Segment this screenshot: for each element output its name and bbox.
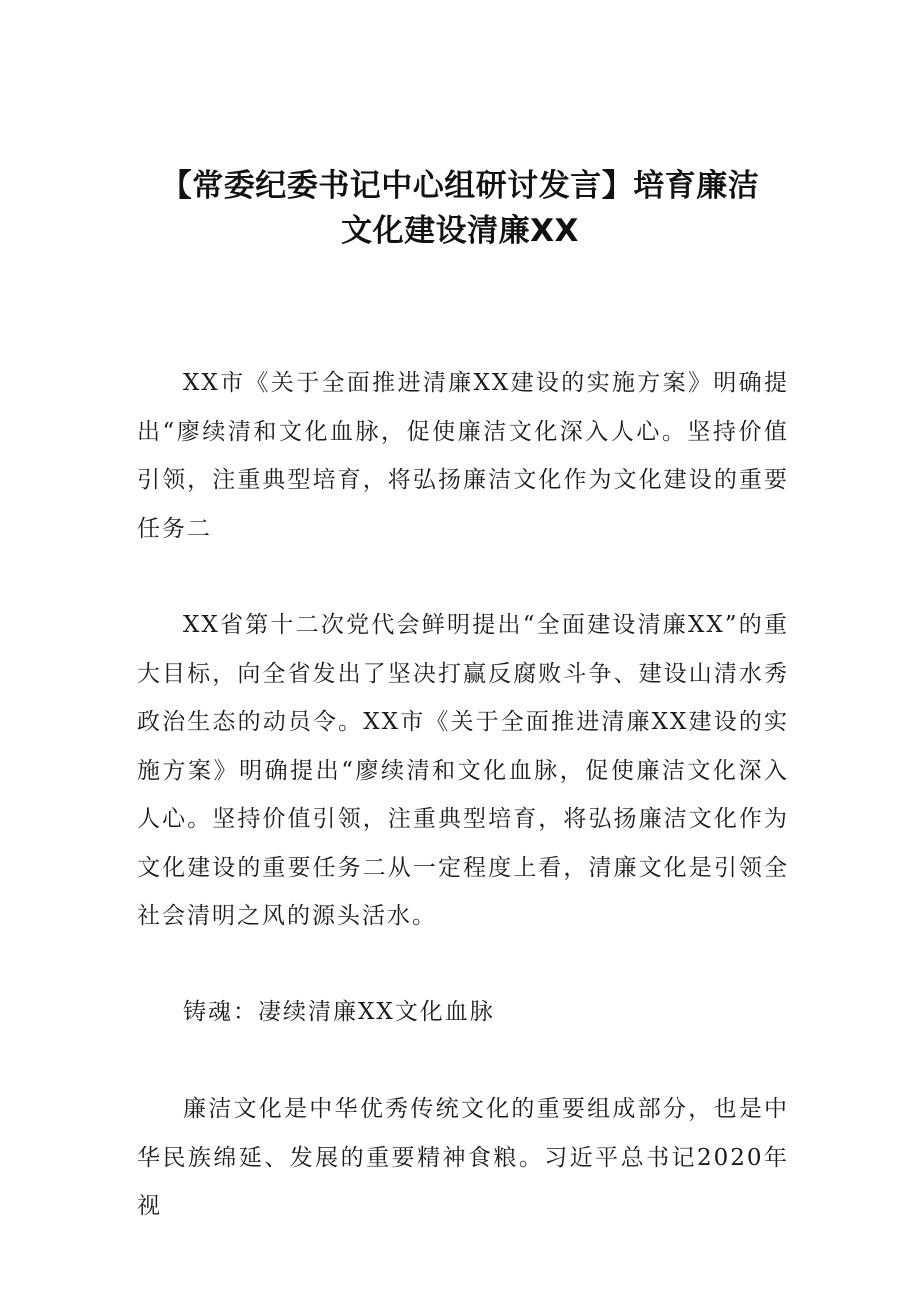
document-title-line-2: 文化建设清廉XX	[341, 213, 579, 249]
section-heading: 铸魂：凄续清廉XX文化血脉	[183, 999, 495, 1025]
paragraph-2: XX省第十二次党代会鲜明提出“全面建设清廉XX”的重大目标，向全省发出了坚决打赢反腐败斗争、建设山清水秀政治生态的动员令。XX市《关于全面推进清廉XX建设的实施方案》明确提出“廖续清和文化血脉，促使廉洁文化深入人心。坚持价值引领，注重典型培育，将弘扬廉洁文化作为文化建设的重要任务二从一定程度上看，清廉文化是引领全社会清明之风的源头活水。	[137, 612, 789, 929]
paragraph-1: XX市《关于全面推进清廉XX建设的实施方案》明确提出“廖续清和文化血脉，促使廉洁文化深入人心。坚持价值引领，注重典型培育，将弘扬廉洁文化作为文化建设的重要任务二	[137, 370, 789, 542]
document-title-line-1: 【常委纪委书记中心组研讨发言】培育廉洁	[160, 168, 760, 204]
paragraph-3: 廉洁文化是中华优秀传统文化的重要组成部分，也是中华民族绵延、发展的重要精神食粮。习近平总书记2020年视	[137, 1096, 789, 1219]
